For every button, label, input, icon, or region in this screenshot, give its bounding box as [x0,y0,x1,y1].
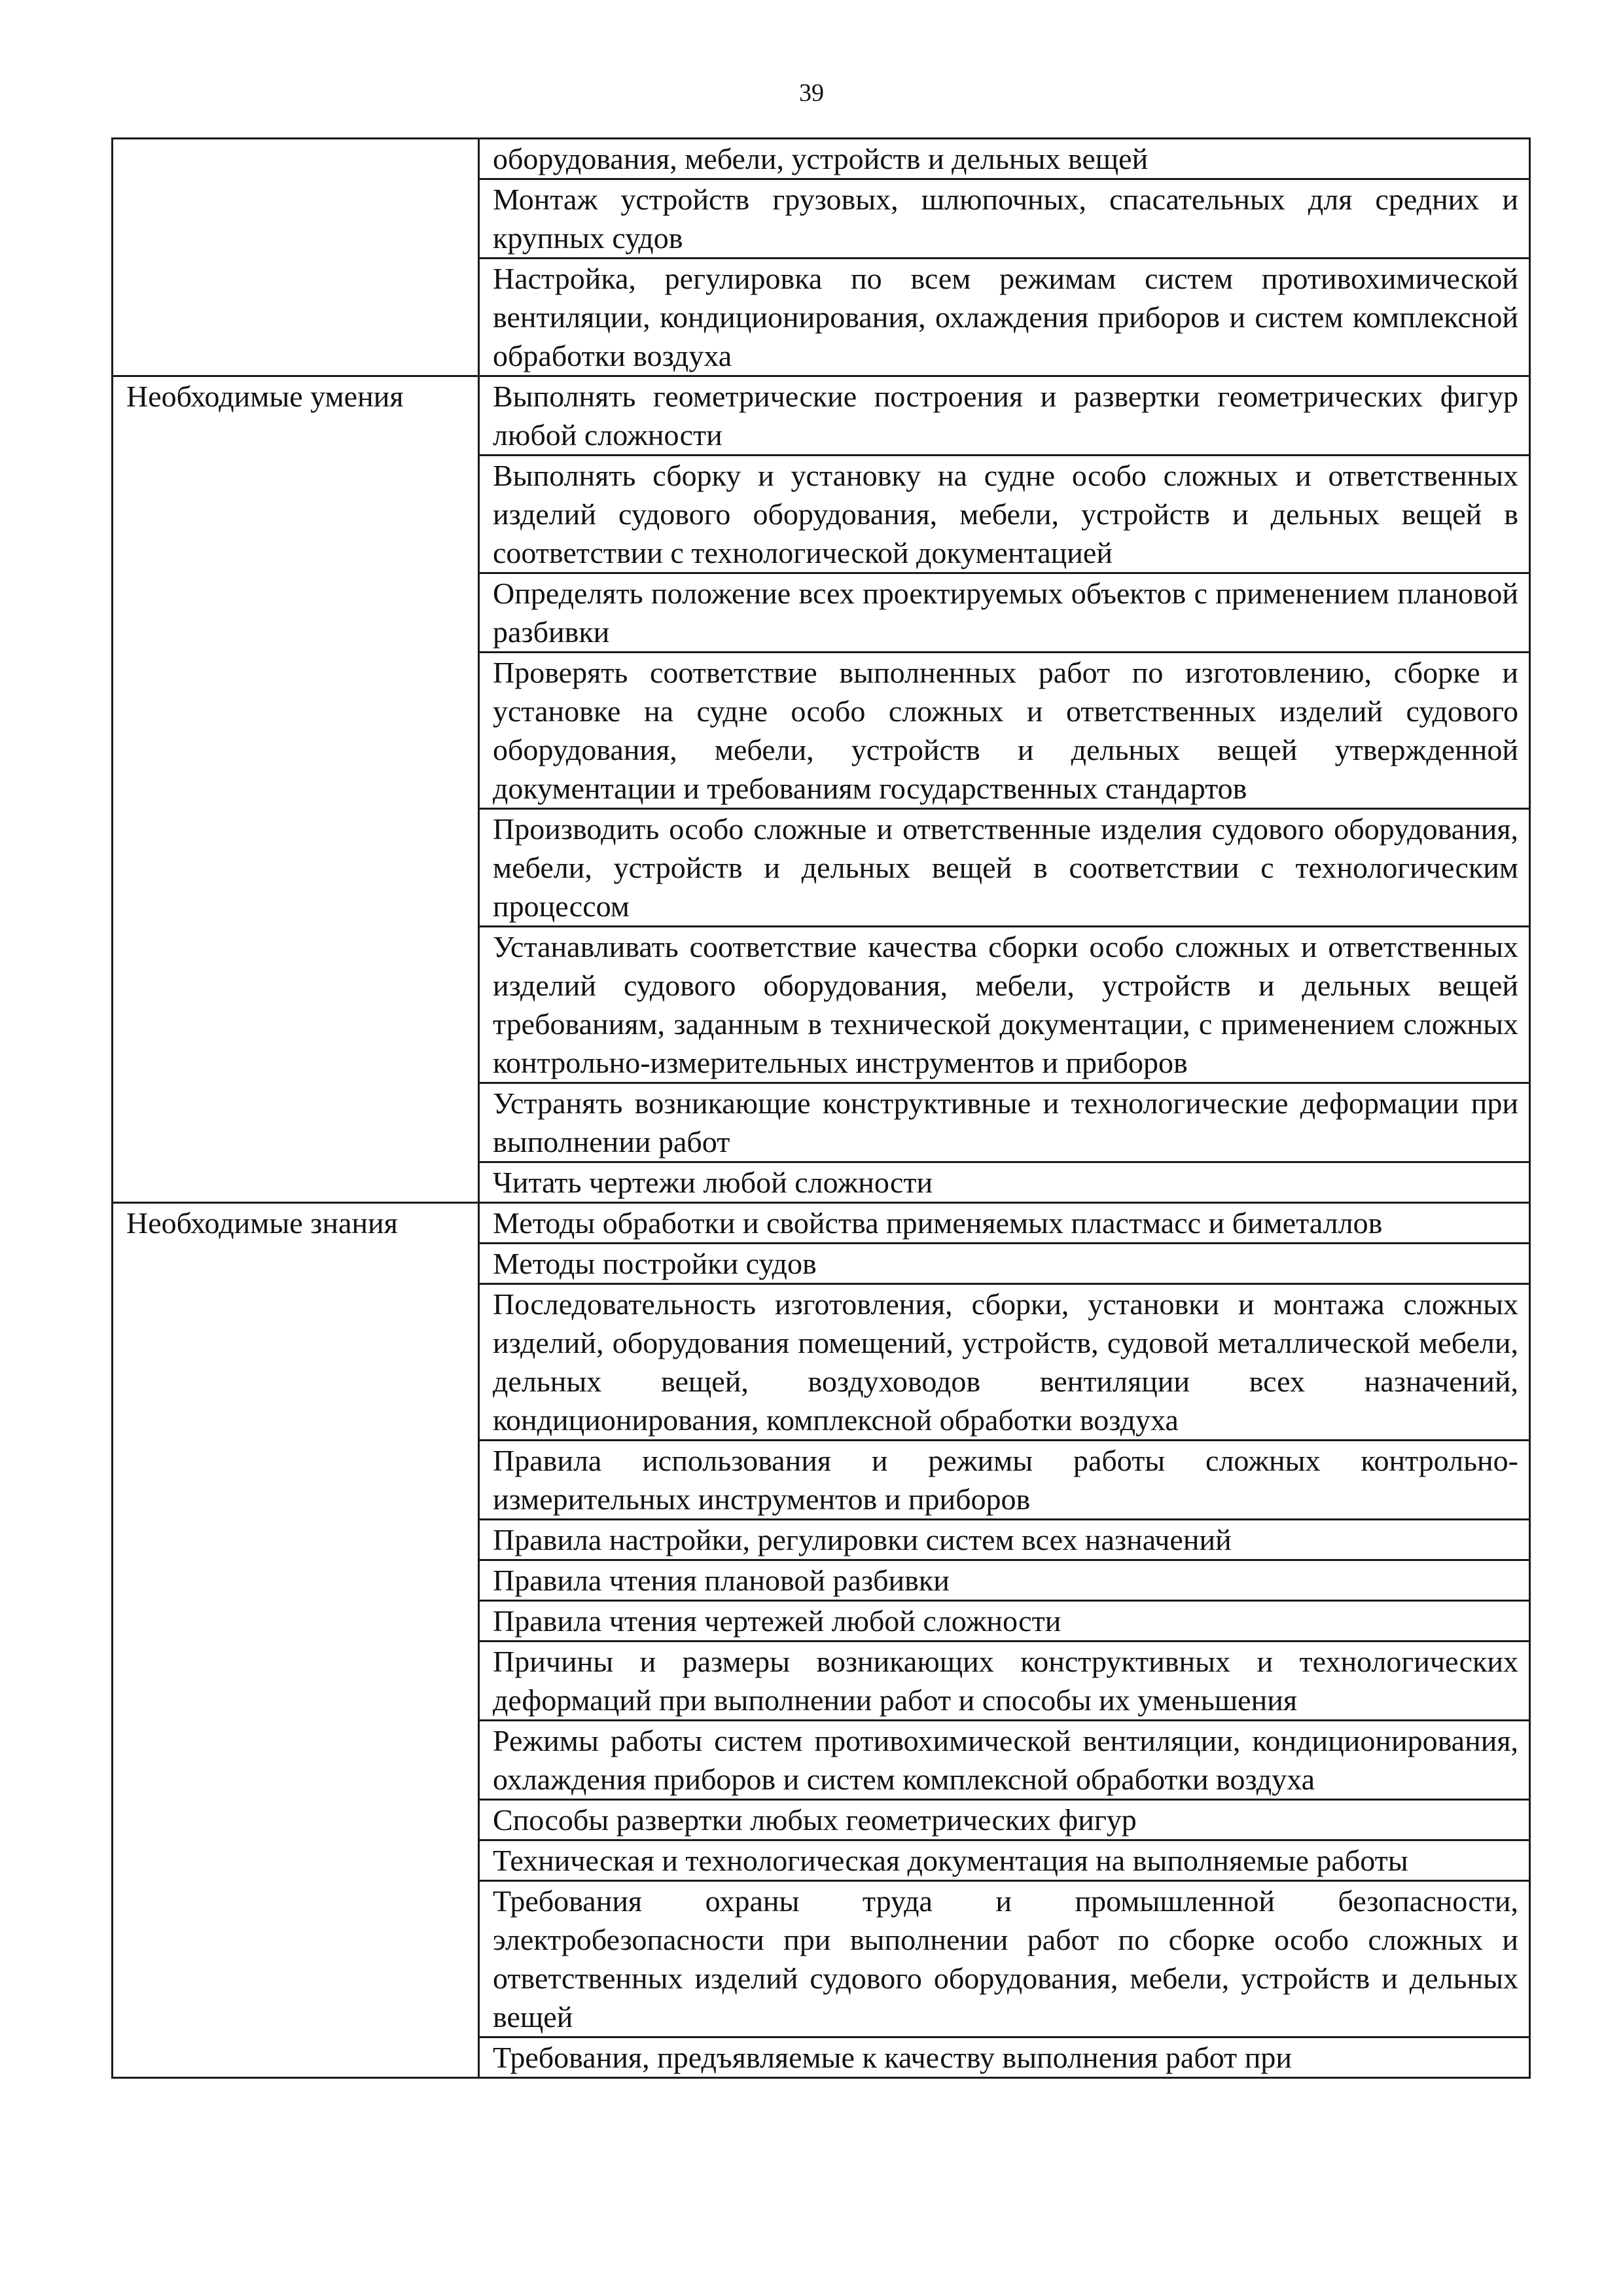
section-item: Техническая и технологическая документация на выполняемые работы [479,1840,1530,1881]
section-item: оборудования, мебели, устройств и дельных вещей [479,139,1530,179]
page-number: 39 [799,79,824,107]
section-label: Необходимые умения [113,376,479,1203]
requirements-table [111,137,1531,2079]
section-item: Настройка, регулировка по всем режимам систем противохимической вентиляции, кондиционирования, охлаждения приборов и систем комплексной обработки воздуха [479,259,1530,376]
section-item: Определять положение всех проектируемых объектов с применением плановой разбивки [479,573,1530,653]
section-item: Правила чтения плановой разбивки [479,1560,1530,1601]
section-label: Необходимые знания [113,1203,479,2078]
section-item: Режимы работы систем противохимической вентиляции, кондиционирования, охлаждения приборов и систем комплексной обработки воздуха [479,1721,1530,1800]
section-item: Методы обработки и свойства применяемых пластмасс и биметаллов [479,1203,1530,1244]
table-row [113,139,1530,179]
section-item: Устанавливать соответствие качества сборки особо сложных и ответственных изделий судового оборудования, мебели, устройств и дельных вещей требованиям, заданным в технической документации, с применением сложных контрольно-измерительных инструментов и приборов [479,927,1530,1083]
table-row [113,376,1530,456]
requirements-table-body [113,139,1530,2078]
section-item: Устранять возникающие конструктивные и технологические деформации при выполнении работ [479,1083,1530,1162]
section-item: Требования охраны труда и промышленной безопасности, электробезопасности при выполнении работ по сборке особо сложных и ответственных изделий судового оборудования, мебели, устройств и дельных вещей [479,1881,1530,2037]
section-item: Монтаж устройств грузовых, шлюпочных, спасательных для средних и крупных судов [479,179,1530,259]
section-item: Правила чтения чертежей любой сложности [479,1601,1530,1641]
section-item: Последовательность изготовления, сборки, установки и монтажа сложных изделий, оборудования помещений, устройств, судовой металлической мебели, дельных вещей, воздуховодов вентиляции всех назначений, кондиционирования, комплексной обработки воздуха [479,1284,1530,1441]
section-label-empty [113,139,479,376]
section-item: Производить особо сложные и ответственные изделия судового оборудования, мебели, устройств и дельных вещей в соответствии с технологическим процессом [479,809,1530,927]
section-item: Способы развертки любых геометрических фигур [479,1800,1530,1840]
section-item: Выполнять сборку и установку на судне особо сложных и ответственных изделий судового оборудования, мебели, устройств и дельных вещей в соответствии с технологической документацией [479,456,1530,573]
table-row [113,1203,1530,1244]
section-item: Правила использования и режимы работы сложных контрольно-измерительных инструментов и приборов [479,1441,1530,1520]
section-item: Читать чертежи любой сложности [479,1162,1530,1203]
section-item: Методы постройки судов [479,1244,1530,1284]
section-item: Выполнять геометрические построения и развертки геометрических фигур любой сложности [479,376,1530,456]
section-item: Требования, предъявляемые к качеству выполнения работ при [479,2037,1530,2078]
section-item: Причины и размеры возникающих конструктивных и технологических деформаций при выполнении работ и способы их уменьшения [479,1641,1530,1721]
section-item: Правила настройки, регулировки систем всех назначений [479,1520,1530,1560]
section-item: Проверять соответствие выполненных работ по изготовлению, сборке и установке на судне особо сложных и ответственных изделий судового оборудования, мебели, устройств и дельных вещей утвержденной документации и требованиям государственных стандартов [479,653,1530,809]
